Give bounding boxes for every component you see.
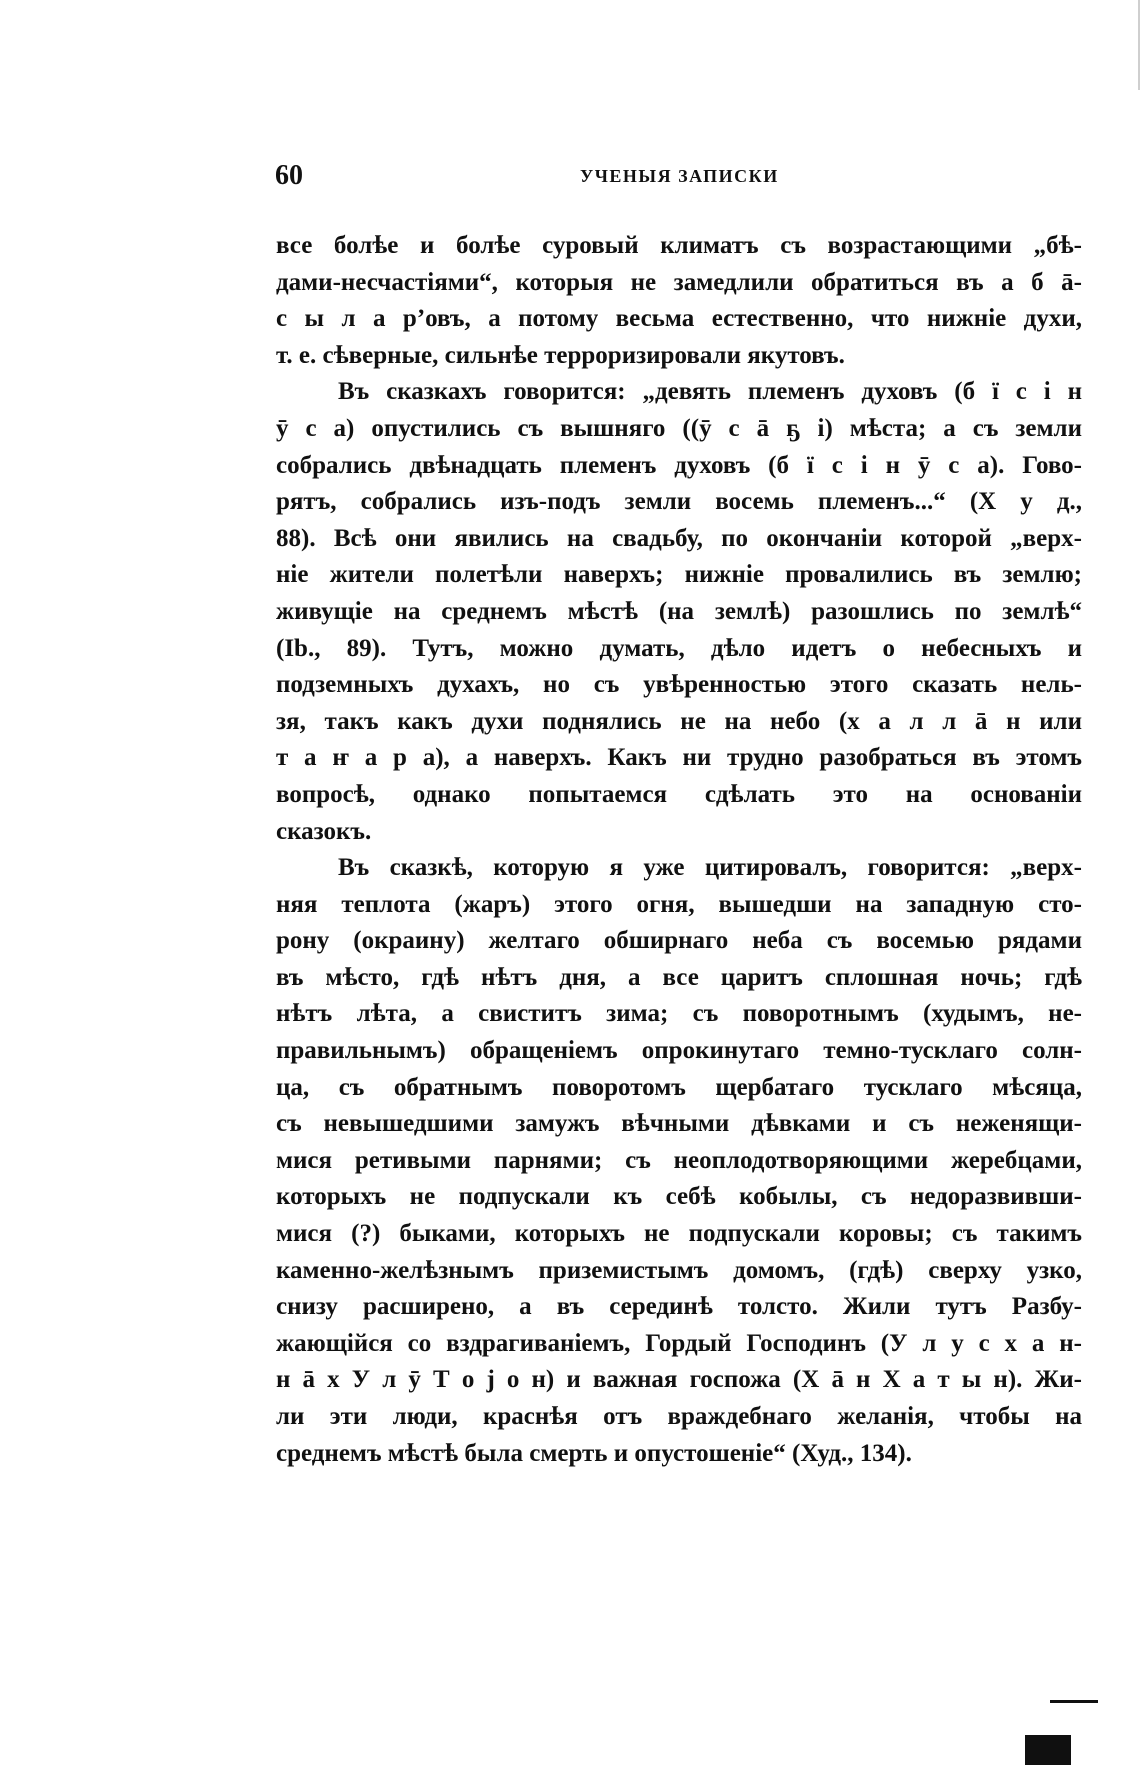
scan-corner-mark	[1025, 1735, 1071, 1765]
text-line: рону (окраину) желтаго обширнаго неба съ восемью рядами	[276, 927, 1082, 955]
text-line: н ā х У л ӯ Т о j о н) и важная госпожа (Х ā н Х а т ы н). Жи-	[276, 1366, 1082, 1394]
text-line: собрались двѣнадцать племенъ духовъ (б ї с і н ӯ с а). Гово-	[276, 451, 1082, 479]
text-line: мися ретивыми парнями; съ неоплодотворяющими жеребцами,	[276, 1146, 1082, 1174]
text-line: (Ib., 89). Тутъ, можно думать, дѣло идетъ о небесныхъ и	[276, 634, 1082, 662]
page-number: 60	[275, 160, 303, 191]
text-line: нѣтъ лѣта, а свиститъ зима; съ поворотнымъ (худымъ, не-	[276, 1000, 1082, 1028]
text-line: т а ҥ а р а), а наверхъ. Какъ ни трудно разобраться въ этомъ	[276, 744, 1082, 772]
text-line: ніе жители полетѣли наверхъ; нижніе провалились въ землю;	[276, 561, 1082, 589]
text-line: мися (?) быками, которыхъ не подпускали коровы; съ такимъ	[276, 1220, 1082, 1248]
text-line: вопросѣ, однако попытаемся сдѣлать это на основаніи	[276, 780, 1082, 808]
text-line: жающійся со вздрагиваніемъ, Гордый Господинъ (У л у с х а н-	[276, 1329, 1082, 1357]
text-line: которыхъ не подпускали къ себѣ кобылы, съ недоразвивши-	[276, 1183, 1082, 1211]
running-head: УЧЕНЫЯ ЗАПИСКИ	[580, 166, 779, 186]
text-line: Въ сказкѣ, которую я уже цитировалъ, говорится: „верх-	[338, 854, 1082, 882]
page-header	[275, 160, 1083, 200]
text-line: с ы л а р’овъ, а потому весьма естественно, что нижніе духи,	[276, 305, 1082, 333]
text-line: сказокъ.	[276, 817, 372, 845]
text-line: ӯ с а) опустились съ вышняго ((ӯ с ā ҕ і) мѣста; а съ земли	[276, 414, 1082, 442]
paragraph-3	[276, 850, 1082, 1472]
text-line: Въ сказкахъ говорится: „девять племенъ духовъ (б ї с і н	[338, 378, 1082, 406]
text-line: правильнымъ) обращеніемъ опрокинутаго темно-тусклаго солн-	[276, 1037, 1082, 1065]
text-line: снизу расширено, а въ серединѣ толсто. Жили тутъ Разбу-	[276, 1293, 1082, 1321]
text-line: среднемъ мѣстѣ была смерть и опустошеніе“ (Худ., 134).	[276, 1439, 912, 1467]
text-line: ца, съ обратнымъ поворотомъ щербатаго тусклаго мѣсяца,	[276, 1073, 1082, 1101]
text-line: подземныхъ духахъ, но съ увѣренностью этого сказать нель-	[276, 671, 1082, 699]
text-line: 88). Всѣ они явились на свадьбу, по окончаніи которой „верх-	[276, 524, 1082, 552]
text-line: няя теплота (жаръ) этого огня, вышедши на западную сто-	[276, 890, 1082, 918]
text-line: каменно-желѣзнымъ приземистымъ домомъ, (гдѣ) сверху узко,	[276, 1256, 1082, 1284]
text-line: живущіе на среднемъ мѣстѣ (на землѣ) разошлись по землѣ“	[276, 597, 1082, 625]
body-text	[276, 228, 1082, 1472]
scan-corner-rule	[1050, 1700, 1098, 1703]
text-line: въ мѣсто, гдѣ нѣтъ дня, а все царитъ сплошная ночь; гдѣ	[276, 963, 1082, 991]
text-line: зя, такъ какъ духи поднялись не на небо (х а л л ā н или	[276, 707, 1082, 735]
text-line: т. е. сѣверные, сильнѣе терроризировали якутовъ.	[276, 341, 845, 369]
text-line: ли эти люди, краснѣя отъ враждебнаго желанія, чтобы на	[276, 1403, 1082, 1430]
text-line: дами-несчастіями“, которыя не замедлили обратиться въ а б ā-	[276, 268, 1082, 296]
text-line: съ невышедшими замужъ вѣчными дѣвками и съ неженящи-	[276, 1110, 1082, 1138]
text-line: все болѣе и болѣе суровый климатъ съ возрастающими „бѣ-	[276, 232, 1082, 259]
paragraph-1	[276, 228, 1082, 374]
paragraph-2	[276, 374, 1082, 850]
text-line: рятъ, собрались изъ-подъ земли восемь племенъ...“ (Х у д.,	[276, 488, 1082, 516]
